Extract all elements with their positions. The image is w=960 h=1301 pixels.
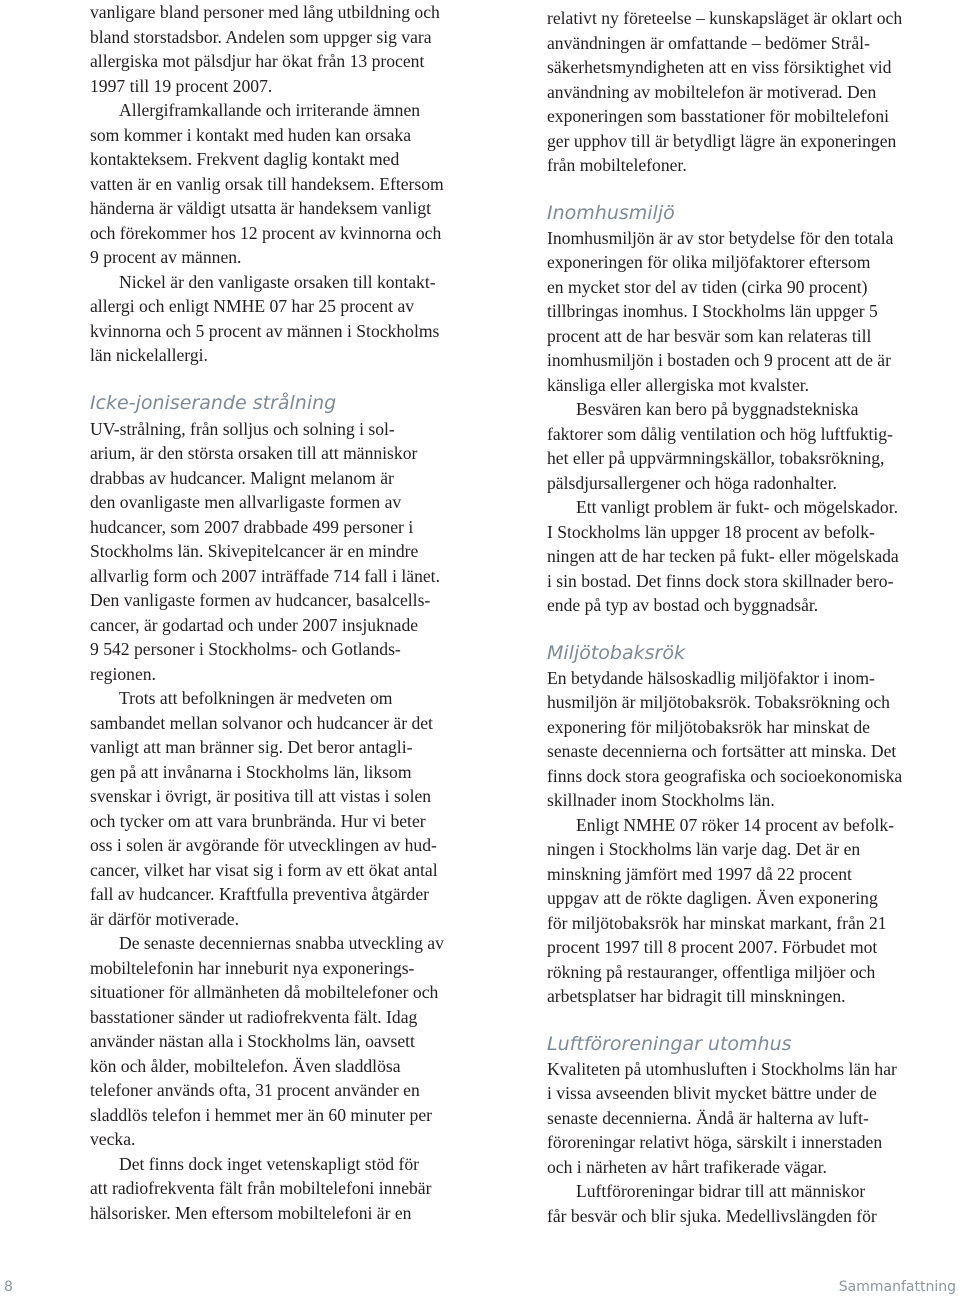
paragraph: Nickel är den vanligaste orsaken till kontakt- allergi och enligt NMHE 07 har 25 procent av kvinnorna och 5 procent av männen i Stockholms län nickelallergi. (90, 271, 440, 365)
paragraph: Luftföroreningar bidrar till att människor får besvär och blir sjuka. Medellivslängden för (547, 1181, 877, 1226)
paragraph: En betydande hälsoskadlig miljöfaktor i inom- husmiljön är miljötobaksrök. Tobaksrökning och exponering för miljötobaksrök har minskat de senaste decennierna och fortsätter att minska. Det finns dock stora geografiska och socioekonomiska skillnader inom Stockholms län. (547, 667, 903, 810)
right-column (547, 0, 960, 1228)
paragraph: Trots att befolkningen är medveten om sambandet mellan solvanor och hudcancer är det vanligt att man bränner sig. Det beror antagli- gen på att invånarna i Stockholms län, liksom svenskar i övrigt, är positiva till att vistas i solen och tycker om att vara brunbrända. Hur vi beter oss i solen är avgörande för utvecklingen av hud- cancer, vilket har visat sig i form av ett ökat antal fall av hudcancer. Kraftfulla preventiva åtgärder är därför motiverade. (90, 688, 438, 929)
paragraph: vanligare bland personer med lång utbildning och bland storstadsbor. Andelen som uppger sig vara allergiska mot pälsdjur har ökat från 13 procent 1997 till 19 procent 2007. (90, 2, 440, 96)
paragraph: UV-strålning, från solljus och solning i sol- arium, är den största orsaken till att människor drabbas av hudcancer. Malignt melanom är den ovanligaste men allvarligaste formen av hudcancer, som 2007 drabbade 499 personer i Stockholms län. Skivepitelcancer är en mindre allvarlig form och 2007 inträffade 714 fall i länet. Den vanligaste formen av hudcancer, basalcells- cancer, är godartad och under 2007 insjuknade 9 542 personer i Stockholms- och Gotlands- regionen. (90, 418, 440, 684)
paragraph: Enligt NMHE 07 röker 14 procent av befolk- ningen i Stockholms län varje dag. Det är en minskning jämfört med 1997 då 22 procent uppgav att de rökte dagligen. Även exponering för miljötobaksrök har minskat markant, från 21 procent 1997 till 8 procent 2007. Förbudet mot rökning på restauranger, offentliga miljöer och arbetsplatser har bidragit till minskningen. (547, 814, 895, 1006)
paragraph: Inomhusmiljön är av stor betydelse för den totala exponeringen för olika miljöfaktorer eftersom en mycket stor del av tiden (cirka 90 procent) tillbringas inomhus. I Stockholms län uppger 5 procent att de har besvär som kan relateras till inomhusmiljön i bostaden och 9 procent att de är känsliga eller allergiska mot kvalster. (547, 227, 894, 395)
left-column (90, 0, 502, 1225)
section-heading-luftfororeningar: Luftföroreningar utomhus (547, 1032, 792, 1055)
section-heading-inomhusmiljo: Inomhusmiljö (547, 201, 675, 224)
section-heading-icke-joniserande: Icke-joniserande strålning (90, 391, 337, 414)
paragraph: Kvaliteten på utomhusluften i Stockholms län har i vissa avseenden blivit mycket bättre under de senaste decennierna. Ändå är halterna av luft- föroreningar relativt höga, särskilt i innerstaden och i närheten av hårt trafikerade vägar. (547, 1058, 897, 1177)
paragraph: Ett vanligt problem är fukt- och mögelskador. I Stockholms län uppger 18 procent av befolk- ningen att de har tecken på fukt- eller mögelskada i sin bostad. Det finns dock stora skillnader bero- ende på typ av bostad och byggnadsår. (547, 497, 899, 615)
paragraph: Allergiframkallande och irriterande ämnen som kommer i kontakt med huden kan orsaka kontakteksem. Frekvent daglig kontakt med vatten är en vanlig orsak till handeksem. Eftersom händerna är väldigt utsatta är handeksem vanligt och förekommer hos 12 procent av kvinnorna och 9 procent av männen. (90, 100, 444, 267)
paragraph: Besvären kan bero på byggnadstekniska faktorer som dålig ventilation och hög luftfuktig- het eller på uppvärmningskällor, tobaksrökning, pälsdjursallergener och höga radonhalter. (547, 399, 893, 493)
paragraph: De senaste decenniernas snabba utveckling av mobiltelefonin har inneburit nya exponerings- situationer för allmänheten då mobiltelefoner och basstationer sänder ut radiofrekventa fält. Idag använder nästan alla i Stockholms län, oavsett kön och ålder, mobiltelefon. Även sladdlösa telefoner används ofta, 31 procent använder en sladdlös telefon i hemmet mer än 60 minuter per vecka. (90, 933, 444, 1149)
paragraph: relativt ny företeelse – kunskapsläget är oklart och användningen är omfattande – bedömer Strål- säkerhetsmyndigheten att en viss försiktighet vid användning av mobiltelefon är motiverad. Den exponeringen som basstationer för mobiltelefoni ger upphov till är betydligt lägre än exponeringen från mobiltelefoner. (547, 8, 903, 175)
paragraph: Det finns dock inget vetenskapligt stöd för att radiofrekventa fält från mobiltelefoni innebär hälsorisker. Men eftersom mobiltelefoni är en (90, 1153, 432, 1223)
running-title: Sammanfattning (838, 1279, 956, 1295)
section-heading-miljotobaksrok: Miljötobaksrök (547, 641, 685, 664)
page-number: 8 (4, 1279, 13, 1295)
